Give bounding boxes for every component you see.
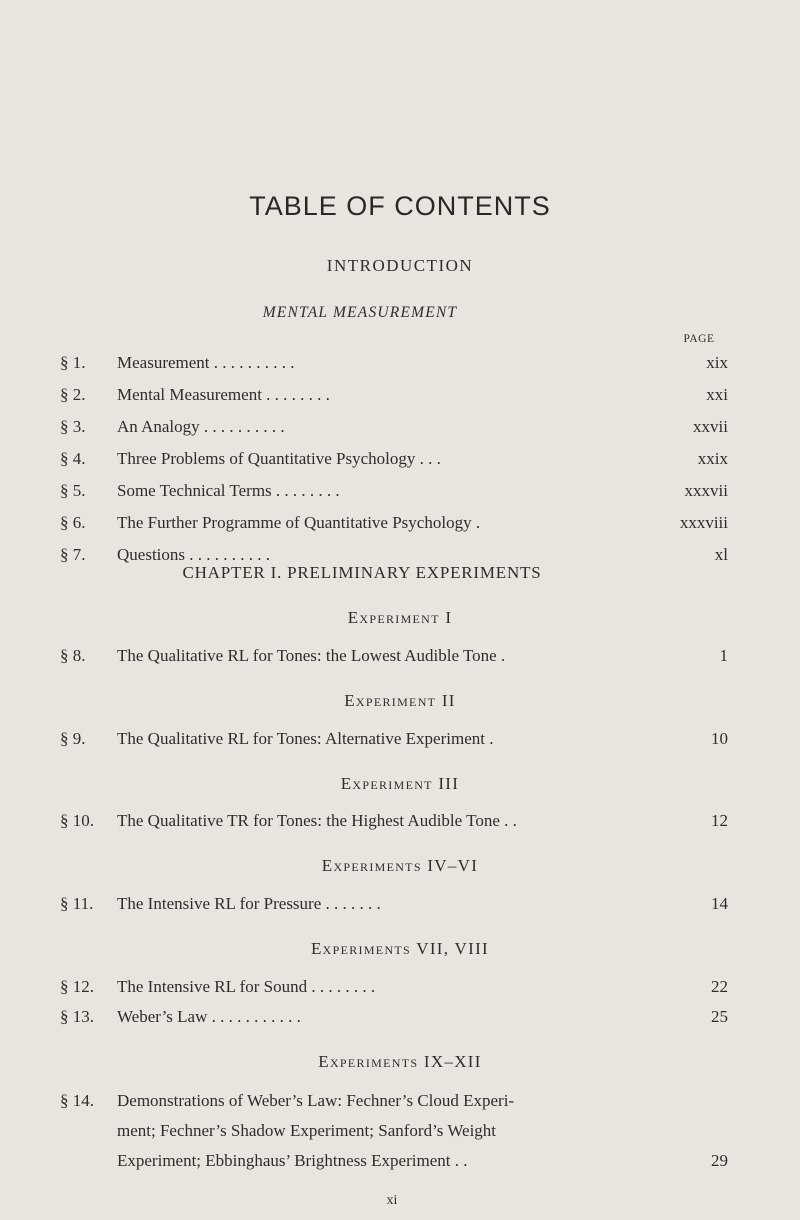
experiment-heading: Experiments IX–XII (318, 1052, 482, 1071)
page-column-label: PAGE (683, 333, 715, 345)
page-title: TABLE OF CONTENTS (249, 191, 551, 221)
page-number: 22 (711, 977, 728, 996)
page-number: xxix (697, 449, 728, 468)
page-number: 25 (711, 1007, 728, 1026)
section-title: The Intensive RL for Pressure . . . . . . . (117, 894, 381, 913)
page-number: 10 (711, 729, 728, 748)
section-title: The Qualitative RL for Tones: Alternative Experiment . (117, 729, 494, 748)
toc-entry-13 (60, 1007, 740, 1031)
experiment-heading: Experiments IV–VI (321, 856, 479, 875)
section-number: § 8. (60, 646, 86, 665)
section-title-line: Demonstrations of Weber’s Law: Fechner’s Cloud Experi- (117, 1091, 515, 1110)
section-title: An Analogy . . . . . . . . . . (117, 417, 285, 436)
toc-entry-11 (60, 894, 740, 918)
section-title: Some Technical Terms . . . . . . . . (117, 481, 340, 500)
toc-entry-4 (60, 449, 740, 473)
page-number: xxxviii (679, 513, 728, 532)
section-number: § 10. (60, 811, 94, 830)
section-title: Mental Measurement . . . . . . . . (117, 385, 330, 404)
section-number: § 6. (60, 513, 86, 532)
page-number: 1 (719, 646, 728, 665)
section-number: § 13. (60, 1007, 94, 1026)
section-title: Questions . . . . . . . . . . (117, 545, 270, 564)
section-title-line: Experiment; Ebbinghaus’ Brightness Experiment . . (117, 1151, 468, 1170)
toc-entry-14 (60, 1091, 740, 1115)
folio: xi (386, 1193, 398, 1208)
experiment-heading: Experiment I (347, 608, 453, 627)
section-number: § 3. (60, 417, 86, 436)
section-title: The Intensive RL for Sound . . . . . . . . (117, 977, 376, 996)
toc-entry-9 (60, 729, 740, 753)
page-number: 14 (711, 894, 728, 913)
section-title: Measurement . . . . . . . . . . (117, 353, 295, 372)
page-number: 12 (711, 811, 728, 830)
page-number: 29 (711, 1151, 728, 1170)
toc-entry-5 (60, 481, 740, 505)
toc-entry-6 (60, 513, 740, 537)
section-number: § 7. (60, 545, 86, 564)
toc-entry-8 (60, 646, 740, 670)
mental-measurement-heading: MENTAL MEASUREMENT (262, 304, 458, 321)
toc-entry-12 (60, 977, 740, 1001)
toc-entry-14-last-line (60, 1151, 740, 1175)
section-number: § 12. (60, 977, 94, 996)
section-number: § 4. (60, 449, 86, 468)
section-title: Weber’s Law . . . . . . . . . . . (117, 1007, 301, 1026)
toc-entry-10 (60, 811, 740, 835)
section-number: § 5. (60, 481, 86, 500)
section-number: § 9. (60, 729, 86, 748)
section-number: § 14. (60, 1091, 94, 1110)
page-number: xxxvii (684, 481, 728, 500)
section-title: The Qualitative RL for Tones: the Lowest Audible Tone . (117, 646, 506, 665)
experiment-heading: Experiment III (340, 774, 460, 793)
experiment-heading: Experiments VII, VIII (310, 939, 490, 958)
section-title: Three Problems of Quantitative Psychology . . . (117, 449, 441, 468)
section-title-line: ment; Fechner’s Shadow Experiment; Sanford’s Weight (117, 1121, 497, 1140)
section-number: § 11. (60, 894, 94, 913)
page-number: xxi (706, 385, 728, 404)
section-title: The Qualitative TR for Tones: the Highest Audible Tone . . (117, 811, 517, 830)
introduction-heading: INTRODUCTION (326, 256, 474, 275)
section-number: § 1. (60, 353, 86, 372)
page-number: xix (706, 353, 728, 372)
toc-entry-1 (60, 353, 740, 377)
page-number: xxvii (693, 417, 728, 436)
toc-entry-2 (60, 385, 740, 409)
section-title: The Further Programme of Quantitative Psychology . (117, 513, 481, 532)
page-number: xl (714, 545, 728, 564)
experiment-heading: Experiment II (344, 691, 456, 710)
chapter-heading: CHAPTER I. PRELIMINARY EXPERIMENTS (182, 563, 542, 582)
toc-entry-3 (60, 417, 740, 441)
section-number: § 2. (60, 385, 86, 404)
